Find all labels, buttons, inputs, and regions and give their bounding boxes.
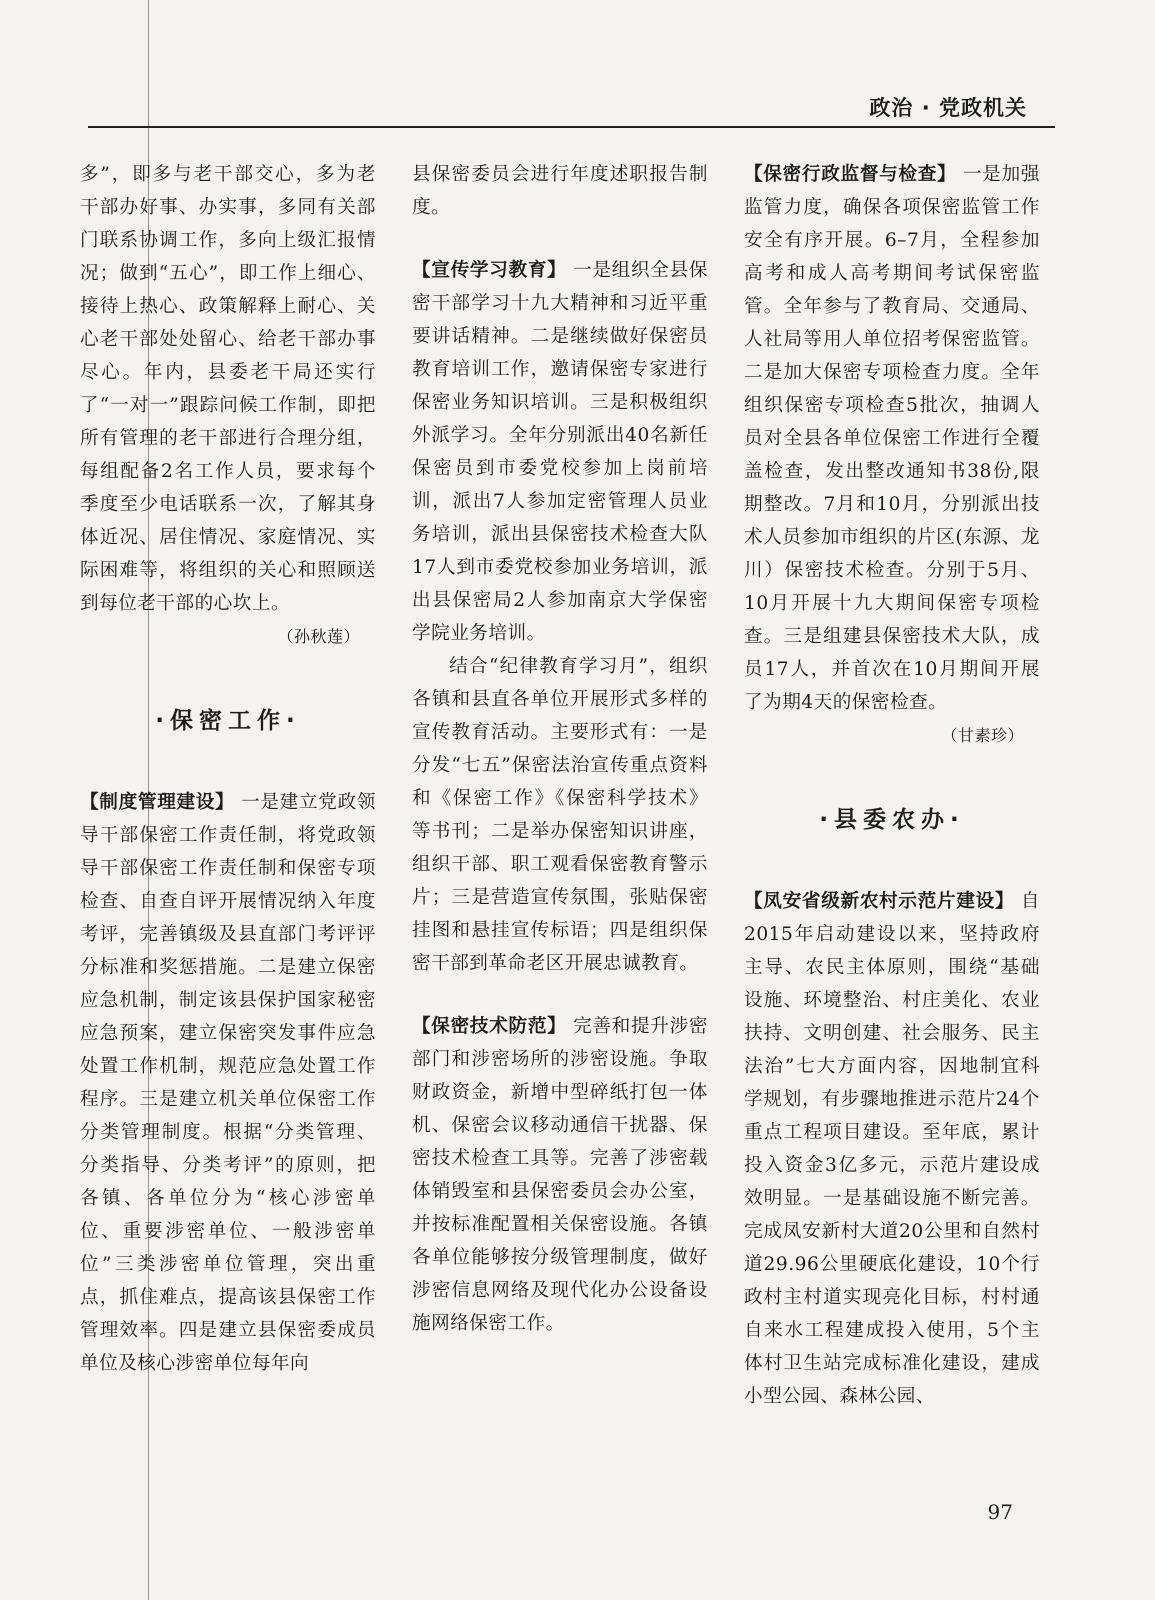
zhidu-heading: 【制度管理建设】 bbox=[80, 792, 235, 813]
column-1 bbox=[80, 158, 376, 1380]
shuzhi-paragraph: 县保密委员会进行年度述职报告制度。 bbox=[412, 164, 708, 218]
column-2 bbox=[412, 158, 708, 1340]
fengan-paragraph bbox=[744, 885, 1040, 1413]
jishu-text: 完善和提升涉密部门和涉密场所的涉密设施。争取财政资金，新增中型碎纸打包一体机、保密会议移动通信干扰器、保密技术检查工具等。完善了涉密载体销毁室和县保密委员会办公室，并按标准配置相关保密设施。各镇各单位能够按分级管理制度，做好涉密信息网络及现代化办公设备设施网络保密工作。 bbox=[412, 1016, 708, 1334]
section-title-nongban: ·县委农办· bbox=[819, 807, 965, 833]
jilv-paragraph: 结合“纪律教育学习月”，组织各镇和县直各单位开展形式多样的宣传教育活动。主要形式有：一是分发“七五”保密法治宣传重点资料和《保密工作》《保密科学技术》等书刊；二是举办保密知识讲座，组织干部、职工观看保密教育警示片；三是营造宣传氛围，张贴保密挂图和悬挂宣传标语；四是组织保密干部到革命老区开展忠诚教育。 bbox=[412, 656, 708, 974]
xuanchuan-paragraph bbox=[412, 254, 708, 650]
header-rule bbox=[88, 126, 1055, 128]
running-header-title: 政治 · 党政机关 bbox=[869, 96, 1027, 120]
jiandu-heading: 【保密行政监督与检查】 bbox=[744, 164, 957, 185]
fengan-heading: 【凤安省级新农村示范片建设】 bbox=[744, 891, 1015, 912]
author-gan-suzhen: （甘素珍） bbox=[941, 726, 1024, 745]
jishu-heading: 【保密技术防范】 bbox=[412, 1016, 567, 1037]
xuanchuan-heading: 【宣传学习教育】 bbox=[412, 260, 567, 281]
xuanchuan-text: 一是组织全县保密干部学习十九大精神和习近平重要讲话精神。二是继续做好保密员教育培训工作，邀请保密专家进行保密业务知识培训。三是积极组织外派学习。全年分别派出40名新任保密员到市委党校参加上岗前培训，派出7人参加定密管理人员业务培训，派出县保密技术检查大队17人到市委党校参加业务培训，派出县保密局2人参加南京大学保密学院业务培训。 bbox=[412, 260, 708, 644]
jishu-paragraph bbox=[412, 1010, 708, 1340]
zhidu-paragraph bbox=[80, 786, 376, 1380]
zhidu-text: 一是建立党政领导干部保密工作责任制，将党政领导干部保密工作责任制和保密专项检查、自查自评开展情况纳入年度考评，完善镇级及县直部门考评评分标准和奖惩措施。二是建立保密应急机制，制定该县保护国家秘密应急预案，建立保密突发事件应急处置工作机制，规范应急处置工作程序。三是建立机关单位保密工作分类管理制度。根据“分类管理、分类指导、分类考评”的原则，把各镇、各单位分为“核心涉密单位、重要涉密单位、一般涉密单位”三类涉密单位管理，突出重点，抓住难点，提高该县保密工作管理效率。四是建立县保密委成员单位及核心涉密单位每年向 bbox=[80, 792, 376, 1374]
jiandu-paragraph bbox=[744, 158, 1040, 719]
fengan-text: 自2015年启动建设以来，坚持政府主导、农民主体原则，围绕“基础设施、环境整治、村庄美化、农业扶持、文明创建、社会服务、民主法治”七大方面内容，因地制宜科学规划，有步骤地推进示范片24个重点工程项目建设。至年底，累计投入资金3亿多元，示范片建设成效明显。一是基础设施不断完善。完成凤安新村大道20公里和自然村道29.96公里硬底化建设，10个行政村主村道实现亮化目标，村村通自来水工程建成投入使用，5个主体村卫生站完成标准化建设，建成小型公园、森林公园、 bbox=[744, 891, 1040, 1407]
lao-ganbu-paragraph: 多”，即多与老干部交心，多为老干部办好事、办实事，多同有关部门联系协调工作，多向上级汇报情况；做到“五心”，即工作上细心、接待上热心、政策解释上耐心、关心老干部处处留心、给老干部办事尽心。年内，县委老干局还实行了“一对一”跟踪问候工作制，即把所有管理的老干部进行合理分组，每组配备2名工作人员，要求每个季度至少电话联系一次，了解其身体近况、居住情况、家庭情况、实际困难等，将组织的关心和照顾送到每位老干部的心坎上。 bbox=[80, 164, 376, 614]
section-title-baomi: ·保密工作· bbox=[155, 708, 301, 734]
author-sun-qiulian: （孙秋莲） bbox=[277, 627, 360, 646]
jiandu-text: 一是加强监管力度，确保各项保密监管工作安全有序开展。6–7月，全程参加高考和成人高考期间考试保密监管。全年参与了教育局、交通局、人社局等用人单位招考保密监管。二是加大保密专项检查力度。全年组织保密专项检查5批次，抽调人员对全县各单位保密工作进行全覆盖检查，发出整改通知书38份,限期整改。7月和10月，分别派出技术人员参加市组织的片区(东源、龙川）保密技术检查。分别于5月、10月开展十九大期间保密专项检查。三是组建县保密技术大队，成员17人，并首次在10月期间开展了为期4天的保密检查。 bbox=[744, 164, 1040, 713]
column-3 bbox=[744, 158, 1040, 1413]
page-number: 97 bbox=[987, 1500, 1013, 1524]
